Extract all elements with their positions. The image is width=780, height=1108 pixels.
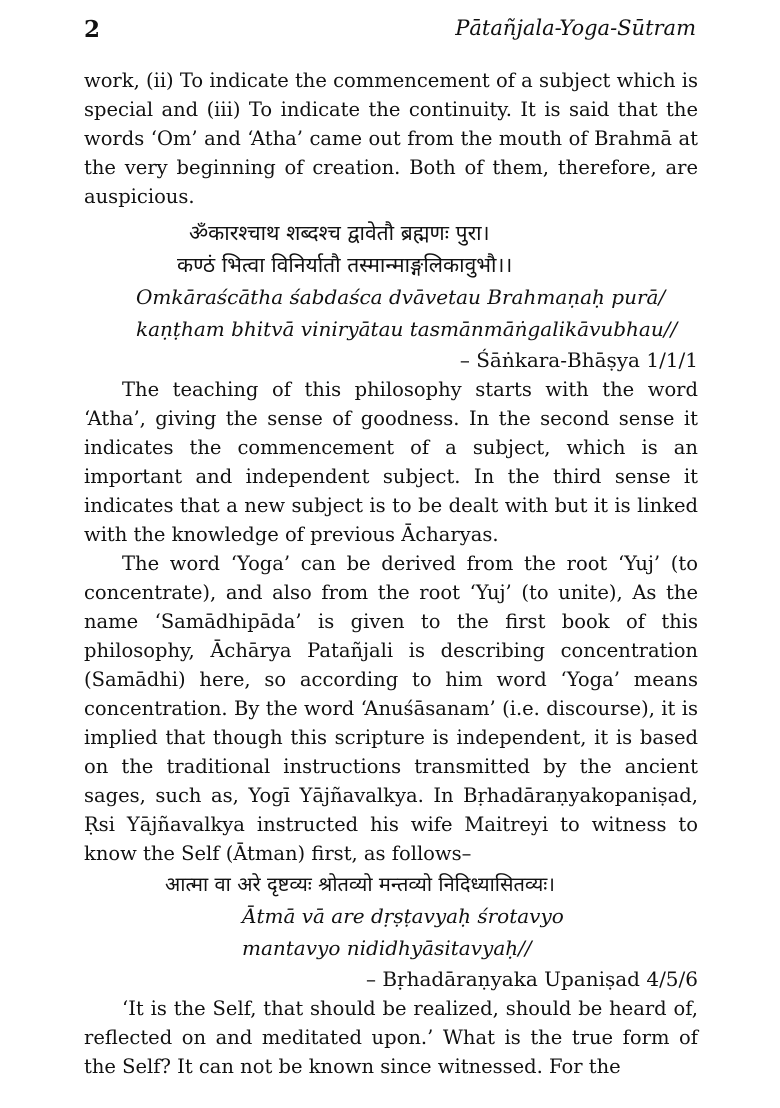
verse2-devanagari: आत्मा वा अरे दृष्टव्यः श्रोतव्यो मन्तव्यो निदिध्यासितव्यः। <box>165 872 555 896</box>
paragraph-atha: The teaching of this philosophy starts with the word ‘Atha’, giving the sense of goodness. In the second sense it indicates the commencement of a subject, which is an important and independent subject. In the third sense it indicates that a new subject is to be dealt with but it is linked with the knowledge of previous Ācharyas. <box>84 378 698 546</box>
verse2-transliteration-line2: mantavyo nididhyāsitavyaḥ// <box>242 936 532 960</box>
verse1-transliteration-line1: Omkāraścātha śabdaśca dvāvetau Brahmaṇaḥ purā/ <box>136 285 666 309</box>
page-number: 2 <box>84 16 101 43</box>
paragraph-continuation: work, (ii) To indicate the commencement of a subject which is special and (iii) To indicate the continuity. It is said that the words ‘Om’ and ‘Atha’ came out from the mouth of Brahmā at the very beginning of creation. Both of them, therefore, are auspicious. <box>84 69 698 208</box>
verse1-devanagari-line1: ॐकारश्चाथ शब्दश्च द्वावेतौ ब्रह्मणः पुरा। <box>189 221 490 245</box>
verse1-transliteration-line2: kaṇṭham bhitvā viniryātau tasmānmāṅgalikāvubhau// <box>136 317 678 341</box>
running-title: Pātañjala-Yoga-Sūtram <box>455 16 696 40</box>
paragraph-self: ‘It is the Self, that should be realized, should be heard of, reflected on and meditated upon.’ What is the true form of the Self? It can not be known since witnessed. For the <box>84 997 698 1078</box>
verse1-devanagari-line2: कण्ठं भित्वा विनिर्यातौ तस्मान्माङ्गलिकावुभौ।। <box>177 253 513 277</box>
running-header <box>0 10 780 50</box>
verse1-source: – Śāṅkara-Bhāṣya 1/1/1 <box>459 348 698 372</box>
page-body <box>84 66 698 1081</box>
paragraph-yoga: The word ‘Yoga’ can be derived from the root ‘Yuj’ (to concentrate), and also from the root ‘Yuj’ (to unite), As the name ‘Samādhipāda’ is given to the first book of this philosophy, Āchārya Patañjali is describing concentration (Samādhi) here, so according to him word ‘Yoga’ means concentration. By the word ‘Anuśāsanam’ (i.e. discourse), it is implied that though this scripture is independent, it is based on the traditional instructions transmitted by the ancient sages, such as, Yogī Yājñavalkya. In Bṛhadāraṇyakopaniṣad, Ṛsi Yājñavalkya instructed his wife Maitreyi to witness to know the Self (Ātman) first, as follows– <box>84 552 698 865</box>
verse2-source: – Bṛhadāraṇyaka Upaniṣad 4/5/6 <box>366 967 698 991</box>
verse2-transliteration-line1: Ātmā vā are dṛṣṭavyaḥ śrotavyo <box>242 904 564 928</box>
